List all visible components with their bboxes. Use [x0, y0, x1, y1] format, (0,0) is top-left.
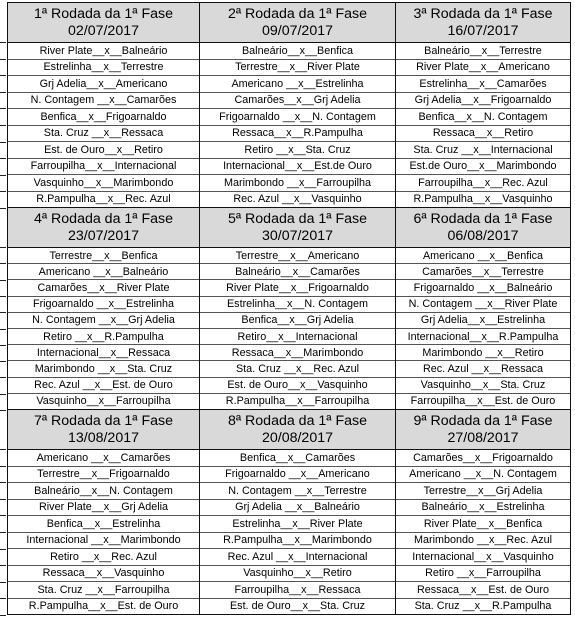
match-row: Americano __x__Estrelinha	[200, 76, 395, 93]
round-title: 2ª Rodada da 1ª Fase	[227, 5, 368, 22]
match-row: Retiro __x__Sta. Cruz	[200, 142, 395, 159]
margin-tick	[0, 142, 6, 143]
match-row: Internacional__x__Ressaca	[8, 345, 199, 361]
match-row: Vasquinho__x__Marimbondo	[8, 175, 199, 192]
margin-tick	[0, 263, 6, 264]
match-row: Terrestre__x__Americano	[200, 248, 395, 264]
margin-tick	[0, 208, 6, 209]
match-row: Benfica__x__Grj Adelia	[200, 313, 395, 329]
round-title: 4ª Rodada da 1ª Fase	[33, 210, 174, 227]
margin-tick	[0, 75, 6, 76]
match-row: Frigoarnaldo __x__Estrelinha	[8, 297, 199, 313]
match-row: Grj Adelia __x__Balneário	[200, 500, 395, 517]
match-row: Balneário__x__Benfica	[200, 43, 395, 60]
match-row: Ressaca__x__Retiro	[396, 126, 570, 143]
match-row: Sta. Cruz __x__Internacional	[396, 142, 570, 159]
margin-tick	[0, 565, 6, 566]
match-row: River Plate__x__Grj Adelia	[8, 500, 199, 517]
match-row: Americano __x__Camarões	[8, 450, 199, 467]
match-row: N. Contagem __x__Terrestre	[200, 483, 395, 500]
rounds-block-3	[7, 409, 571, 615]
match-row: Ressaca__x__Marimbondo	[200, 345, 395, 361]
match-row: Camarões__x__Terrestre	[396, 264, 570, 280]
margin-tick	[0, 598, 6, 599]
match-row: Internacional__x__R.Pampulha	[396, 329, 570, 345]
round-7	[8, 410, 199, 614]
match-row: Benfica__x__Camarões	[200, 450, 395, 467]
margin-tick	[0, 296, 6, 297]
margin-tick	[0, 280, 6, 281]
margin-tick	[0, 482, 6, 483]
rounds-block-2	[7, 207, 571, 410]
match-row: Frigoarnaldo __x__Balneário	[396, 280, 570, 296]
round-header	[200, 3, 395, 43]
margin-tick	[0, 42, 6, 43]
rounds-block-1	[7, 2, 571, 208]
match-row: Camarões__x__Grj Adelia	[200, 93, 395, 110]
round-3	[395, 3, 570, 207]
match-row: Benfica__x__Estrelinha	[8, 516, 199, 533]
match-row: Retiro __x__R.Pampulha	[8, 329, 199, 345]
match-row: Grj Adelia__x__Estrelinha	[396, 313, 570, 329]
match-row: Farroupilha__x__Est. de Ouro	[410, 395, 556, 408]
match-row: Americano __x__Benfica	[396, 248, 570, 264]
round-title: 8ª Rodada da 1ª Fase	[227, 412, 368, 429]
match-row: Estrelinha__x__River Plate	[200, 516, 395, 533]
match-row: Benfica__x__Frigoarnaldo	[8, 109, 199, 126]
round-date: 23/07/2017	[67, 227, 139, 244]
match-row: Vasquinho__x__Sta. Cruz	[396, 378, 570, 394]
match-row: R.Pampulha__x__Marimbondo	[200, 533, 395, 550]
match-row: N. Contagem __x__Grj Adelia	[8, 313, 199, 329]
match-row: Est. de Ouro__x__Retiro	[8, 142, 199, 159]
margin-tick	[0, 549, 6, 550]
match-row: R.Pampulha__x__Est. de Ouro	[28, 600, 179, 613]
match-row: Frigoarnaldo __x__Americano	[200, 467, 395, 484]
match-row: Rec. Azul __x__Internacional	[200, 549, 395, 566]
round-date: 30/07/2017	[261, 227, 333, 244]
match-row: Marimbondo __x__Sta. Cruz	[8, 361, 199, 377]
round-8	[199, 410, 395, 614]
round-9	[395, 410, 570, 614]
margin-tick	[0, 410, 6, 411]
match-row: N. Contagem __x__River Plate	[396, 297, 570, 313]
match-row: Sta. Cruz __x__R.Pampulha	[414, 600, 552, 613]
match-row: R.Pampulha__x__Farroupilha	[225, 395, 370, 408]
match-row: Rec. Azul __x__Vasquinho	[233, 193, 362, 206]
match-row: Balneário__x__N. Contagem	[8, 483, 199, 500]
match-row: Grj Adelia__x__Americano	[8, 76, 199, 93]
match-row: Vasquinho__x__Retiro	[200, 566, 395, 583]
margin-tick	[0, 515, 6, 516]
margin-tick	[0, 312, 6, 313]
round-date: 06/08/2017	[447, 227, 519, 244]
match-row: Ressaca__x__Est. de Ouro	[396, 582, 570, 599]
match-row: River Plate__x__Frigoarnaldo	[200, 280, 395, 296]
match-row: Estrelinha__x__Terrestre	[8, 60, 199, 77]
match-row: Ressaca__x__Vasquinho	[8, 566, 199, 583]
margin-tick	[0, 125, 6, 126]
match-row: Farroupilha__x__Internacional	[8, 159, 199, 176]
round-title: 1ª Rodada da 1ª Fase	[33, 5, 174, 22]
match-row: Estrelinha__x__Camarões	[396, 76, 570, 93]
margin-tick	[0, 175, 6, 176]
match-row: River Plate__x__Benfica	[396, 516, 570, 533]
margin-tick	[0, 92, 6, 93]
match-row: Est.de Ouro__x__Marimbondo	[396, 159, 570, 176]
match-row: Terrestre__x__Frigoarnaldo	[8, 467, 199, 484]
match-row: Terrestre__x__Benfica	[8, 248, 199, 264]
round-1	[8, 3, 199, 207]
match-row: Retiro__x__Internacional	[200, 329, 395, 345]
margin-tick	[0, 582, 6, 583]
match-row: Retiro __x__Farroupilha	[396, 566, 570, 583]
match-row: Estrelinha__x__N. Contagem	[200, 297, 395, 313]
match-row: Terrestre__x__Grj Adelia	[396, 483, 570, 500]
margin-tick	[0, 158, 6, 159]
round-date: 13/08/2017	[67, 429, 139, 446]
round-title: 3ª Rodada da 1ª Fase	[413, 5, 553, 22]
margin-tick	[0, 499, 6, 500]
margin-tick	[0, 247, 6, 248]
match-row: Americano __x__N. Contagem	[396, 467, 570, 484]
round-header	[200, 208, 395, 248]
round-header	[200, 410, 395, 450]
match-row: River Plate__x__Balneário	[8, 43, 199, 60]
match-row: Camarões__x__River Plate	[8, 280, 199, 296]
round-4	[8, 208, 199, 409]
round-title: 7ª Rodada da 1ª Fase	[33, 412, 174, 429]
match-row: R.Pampulha__x__Vasquinho	[413, 193, 553, 206]
margin-tick	[0, 394, 6, 395]
round-2	[199, 3, 395, 207]
round-header	[8, 3, 199, 43]
round-title: 9ª Rodada da 1ª Fase	[413, 412, 553, 429]
round-date: 16/07/2017	[447, 22, 519, 39]
round-date: 02/07/2017	[67, 22, 139, 39]
margin-tick	[0, 466, 6, 467]
round-date: 27/08/2017	[447, 429, 519, 446]
match-row: Ressaca__x__R.Pampulha	[200, 126, 395, 143]
match-row: Farroupilha__x__Rec. Azul	[396, 175, 570, 192]
round-6	[395, 208, 570, 409]
match-row: N. Contagem __x__Camarões	[8, 93, 199, 110]
round-header	[8, 410, 199, 450]
margin-tick	[0, 449, 6, 450]
match-row: Camarões__x__Frigoarnaldo	[396, 450, 570, 467]
margin-tick	[0, 59, 6, 60]
match-row: Grj Adelia__x__Frigoarnaldo	[396, 93, 570, 110]
margin-tick	[0, 108, 6, 109]
match-row: River Plate__x__Americano	[396, 60, 570, 77]
match-row: Marimbondo __x__Farroupilha	[200, 175, 395, 192]
match-row: Retiro __x__Rec. Azul	[8, 549, 199, 566]
match-row: Balneário__x__Estrelinha	[396, 500, 570, 517]
margin-tick	[0, 191, 6, 192]
match-row: Benfica__x__N. Contagem	[396, 109, 570, 126]
match-row: R.Pampulha__x__Rec. Azul	[36, 193, 171, 206]
match-row: Marimbondo __x__Rec. Azul	[396, 533, 570, 550]
round-date: 20/08/2017	[261, 429, 333, 446]
match-row: Sta. Cruz __x__Rec. Azul	[200, 361, 395, 377]
match-row: Marimbondo __x__Retiro	[396, 345, 570, 361]
round-date: 09/07/2017	[261, 22, 333, 39]
round-5	[199, 208, 395, 409]
margin-tick	[0, 329, 6, 330]
match-row: Sta. Cruz __x__Farroupilha	[8, 582, 199, 599]
match-row: Balneário__x__Camarões	[200, 264, 395, 280]
match-row: Terrestre__x__River Plate	[200, 60, 395, 77]
match-row: Est. de Ouro__x__Sta. Cruz	[229, 600, 366, 613]
match-row: Vasquinho__x__Farroupilha	[36, 395, 171, 408]
match-row: Americano __x__Balneário	[8, 264, 199, 280]
match-row: Rec. Azul __x__Est. de Ouro	[8, 378, 199, 394]
match-row: Est. de Ouro__x__Vasquinho	[200, 378, 395, 394]
margin-tick	[0, 361, 6, 362]
match-row: Rec. Azul __x__Ressaca	[396, 361, 570, 377]
match-row: Sta. Cruz __x__Ressaca	[8, 126, 199, 143]
margin-tick	[0, 345, 6, 346]
margin-tick	[0, 532, 6, 533]
match-row: Internacional__x__Est.de Ouro	[200, 159, 395, 176]
margin-tick	[0, 615, 6, 616]
round-title: 6ª Rodada da 1ª Fase	[413, 210, 553, 227]
match-row: Balneário__x__Terrestre	[396, 43, 570, 60]
match-row: Internacional __x__Marimbondo	[8, 533, 199, 550]
round-header	[8, 208, 199, 248]
match-row: Internacional__x__Vasquinho	[396, 549, 570, 566]
round-title: 5ª Rodada da 1ª Fase	[227, 210, 368, 227]
match-row: Farroupilha__x__Ressaca	[200, 582, 395, 599]
round-header	[396, 410, 570, 450]
round-header	[396, 3, 570, 43]
margin-tick	[0, 377, 6, 378]
match-row: Frigoarnaldo __x__N. Contagem	[200, 109, 395, 126]
round-header	[396, 208, 570, 248]
